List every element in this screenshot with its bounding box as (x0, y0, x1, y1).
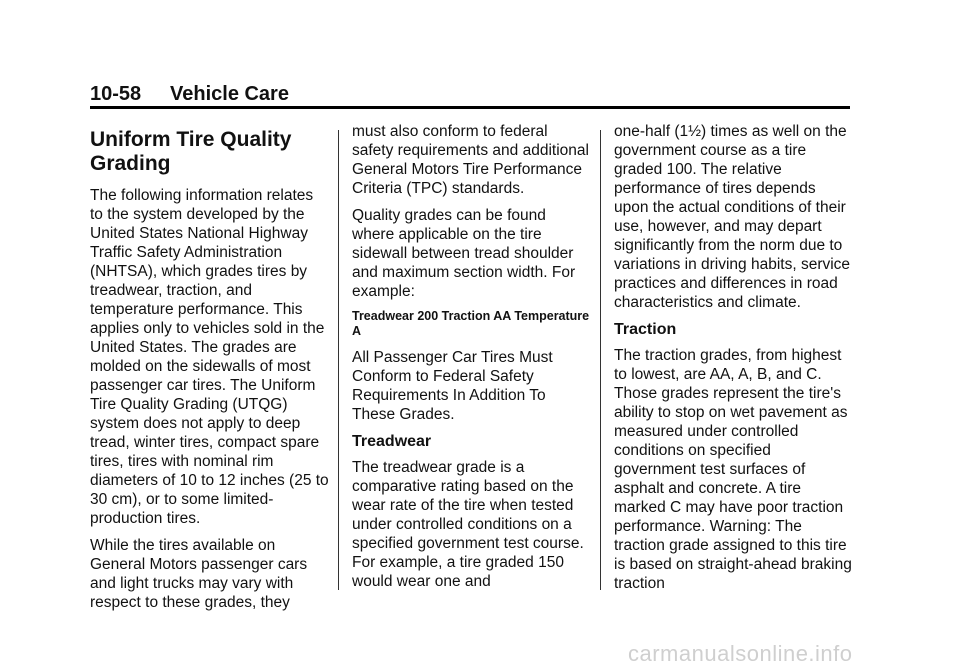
paragraph: must also conform to federal safety requirements and additional General Motors Tire Performance Criteria (TPC) standards. (352, 123, 589, 197)
subheading-treadwear: Treadwear (352, 433, 432, 450)
page-header (90, 82, 850, 106)
grade-example: Treadwear 200 Traction AA Temperature A (352, 309, 590, 338)
watermark: carmanualsonline.info (628, 641, 853, 666)
page-number: 10-58 (90, 83, 142, 105)
header-rule (90, 106, 850, 109)
section-heading: Uniform Tire Quality Grading (90, 128, 292, 175)
subheading-traction: Traction (614, 321, 677, 338)
paragraph: The traction grades, from highest to lowest, are AA, A, B, and C. Those grades represent the tire's ability to stop on wet pavement as measured under controlled conditions on specified government test surfaces of asphalt and concrete. A tire marked C may have poor traction performance. Warning: The traction grade assigned to this tire is based on straight-ahead braking traction (614, 347, 852, 592)
column-1 (90, 122, 330, 620)
paragraph: one-half (1½) times as well on the government course as a tire graded 100. The relative performance of tires depends upon the actual conditions of their use, however, and may depart significantly from the norm due to variations in driving habits, service practices and differences in road characteristics and climate. (614, 123, 851, 311)
paragraph: The following information relates to the system developed by the United States National Highway Traffic Safety Administration (NHTSA), which grades tires by treadwear, traction, and temperature performance. This applies only to vehicles sold in the United States. The grades are molded on the sidewalls of most passenger car tires. The Uniform Tire Quality Grading (UTQG) system does not apply to deep tread, winter tires, compact spare tires, tires with nominal rim diameters of 10 to 12 inches (25 to 30 cm), or to some limited-production tires. (90, 187, 329, 527)
column-divider (338, 130, 339, 590)
column-2 (352, 122, 592, 599)
column-3 (614, 122, 854, 601)
paragraph: While the tires available on General Motors passenger cars and light trucks may vary with respect to these grades, they (90, 537, 308, 611)
paragraph: All Passenger Car Tires Must Conform to Federal Safety Requirements In Addition To These Grades. (352, 349, 553, 423)
paragraph: The treadwear grade is a comparative rating based on the wear rate of the tire when tested under controlled conditions on a specified government test course. For example, a tire graded 150 would wear one and (352, 459, 584, 590)
section-title: Vehicle Care (170, 83, 289, 105)
paragraph: Quality grades can be found where applicable on the tire sidewall between tread shoulder and maximum section width. For example: (352, 207, 576, 300)
column-divider (600, 130, 601, 590)
